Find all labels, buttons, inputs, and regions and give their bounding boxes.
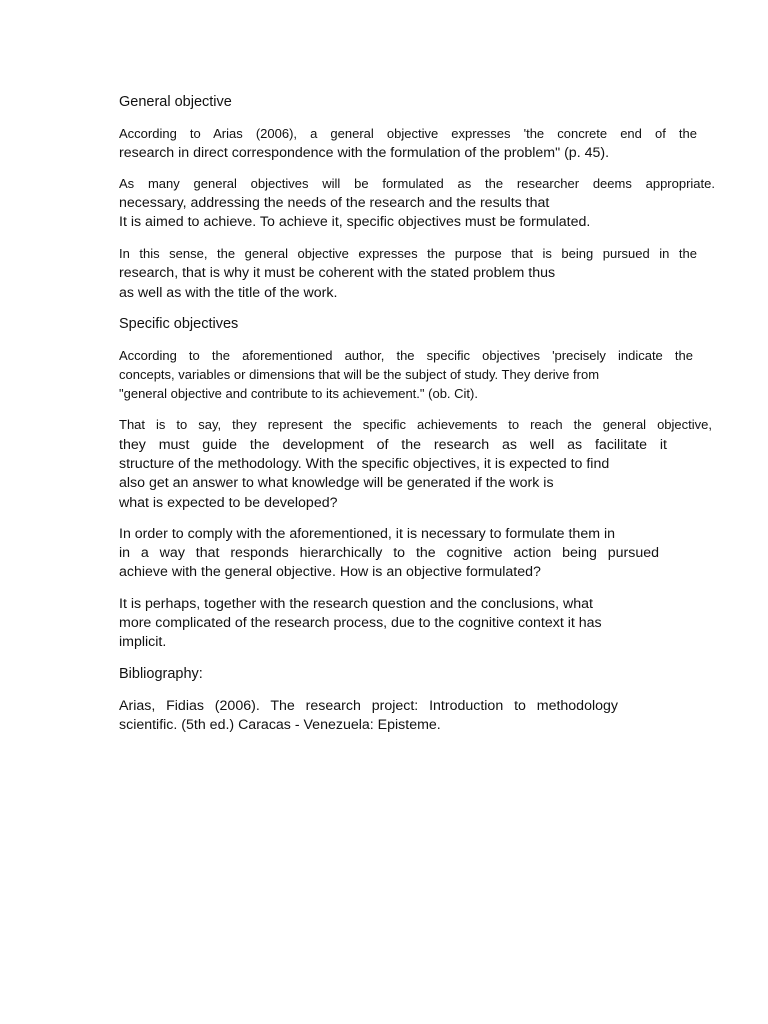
paragraph-line: As many general objectives will be formulated as the researcher deems appropriate.: [119, 176, 715, 191]
paragraph-line: what is expected to be developed?: [119, 495, 338, 511]
paragraph-line: more complicated of the research process, due to the cognitive context it has: [119, 615, 602, 631]
paragraph-line: It is aimed to achieve. To achieve it, specific objectives must be formulated.: [119, 214, 591, 230]
paragraph-line: structure of the methodology. With the specific objectives, it is expected to find: [119, 456, 610, 472]
heading-general-objective: General objective: [119, 94, 232, 110]
paragraph-line: research in direct correspondence with the formulation of the problem" (p. 45).: [119, 145, 610, 161]
paragraph-line: necessary, addressing the needs of the research and the results that: [119, 195, 550, 211]
bibliography-line: Arias, Fidias (2006). The research project: Introduction to methodology: [119, 698, 618, 714]
paragraph-line: implicit.: [119, 634, 167, 650]
heading-specific-objectives: Specific objectives: [119, 316, 239, 332]
paragraph-line: It is perhaps, together with the research question and the conclusions, what: [119, 596, 593, 612]
bibliography-line: scientific. (5th ed.) Caracas - Venezuela: Episteme.: [119, 717, 441, 733]
paragraph-line: According to the aforementioned author, the specific objectives 'precisely indicate the: [119, 348, 693, 363]
paragraph-line: In order to comply with the aforementioned, it is necessary to formulate them in: [119, 526, 616, 542]
paragraph-line: they must guide the development of the research as well as facilitate it: [119, 437, 667, 453]
paragraph-line: in a way that responds hierarchically to the cognitive action being pursued: [119, 545, 659, 561]
paragraph-line: concepts, variables or dimensions that will be the subject of study. They derive from: [119, 367, 600, 382]
paragraph-line: research, that is why it must be coherent with the stated problem thus: [119, 265, 556, 281]
paragraph-line: According to Arias (2006), a general objective expresses 'the concrete end of the: [119, 126, 697, 141]
paragraph-line: In this sense, the general objective expresses the purpose that is being pursued in the: [119, 246, 697, 261]
heading-bibliography: Bibliography:: [119, 666, 203, 682]
paragraph-line: That is to say, they represent the specific achievements to reach the general objective,: [119, 417, 712, 432]
paragraph-line: as well as with the title of the work.: [119, 285, 338, 301]
paragraph-line: "general objective and contribute to its achievement." (ob. Cit).: [119, 386, 478, 401]
paragraph-line: also get an answer to what knowledge will be generated if the work is: [119, 475, 554, 491]
paragraph-line: achieve with the general objective. How is an objective formulated?: [119, 564, 541, 580]
